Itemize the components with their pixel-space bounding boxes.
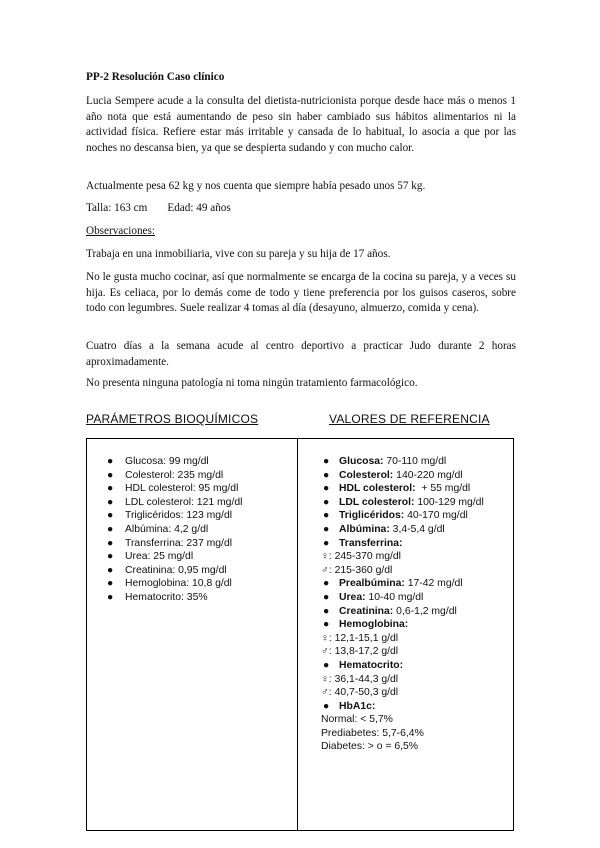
ref-hba1c-prediabetes: Prediabetes: 5,7-6,4%: [321, 727, 424, 739]
bullet-icon: ●: [107, 564, 114, 576]
ref-ldl: ● LDL colesterol: 100-129 mg/dl: [323, 496, 484, 508]
bullet-icon: ●: [107, 591, 114, 603]
bullet-icon: ●: [323, 578, 330, 590]
ref-hemoglobina: ● Hemoglobina:: [323, 619, 409, 631]
bullet-icon: ●: [323, 537, 330, 549]
case-paragraph-5: Cuatro días a la semana acude al centro deportivo a practicar Judo durante 2 horas aproximadamente.: [86, 340, 516, 368]
list-item: ● Creatinina: 0,95 mg/dl: [107, 564, 227, 576]
bullet-icon: ●: [323, 591, 330, 603]
referencia-header: VALORES DE REFERENCIA: [329, 412, 490, 426]
bullet-icon: ●: [107, 456, 114, 467]
ref-transferrina-female: ♀: 245-370 mg/dl: [321, 551, 401, 563]
case-paragraph-1: Lucia Sempere acude a la consulta del dietista-nutricionista porque desde hace más o menos 1 año nota que está aumentando de peso sin haber cambiado sus hábitos alimentarios ni la actividad física. Refiere estar más irritable y cansada de lo habitual, lo asocia a que por las noches no descansa bien, ya que se despierta sudando y con mucho calor.: [86, 95, 516, 154]
bullet-icon: ●: [107, 496, 114, 508]
ref-creatinina: ● Creatinina: 0,6-1,2 mg/dl: [323, 605, 457, 617]
ref-transferrina: ● Transferrina:: [323, 537, 403, 549]
ref-hdl: ● HDL colesterol: + 55 mg/dl: [323, 483, 471, 495]
edad-text: Edad: 49 años: [167, 202, 231, 214]
list-item: ● Hemoglobina: 10,8 g/dl: [107, 578, 232, 590]
bullet-icon: ●: [107, 469, 114, 481]
bullet-icon: ●: [323, 496, 330, 508]
ref-colesterol: ● Colesterol: 140-220 mg/dl: [323, 469, 463, 481]
list-item: ● Urea: 25 mg/dl: [107, 551, 194, 563]
list-item: ● Glucosa: 99 mg/dl: [107, 456, 209, 467]
talla-text: Talla: 163 cm: [86, 202, 148, 214]
ref-hba1c-normal: Normal: < 5,7%: [321, 714, 393, 726]
list-item: ● Colesterol: 235 mg/dl: [107, 469, 224, 481]
bullet-icon: ●: [323, 456, 330, 467]
ref-transferrina-male: ♂: 215-360 g/dl: [321, 564, 393, 576]
bullet-icon: ●: [323, 483, 330, 495]
parametros-header: PARÁMETROS BIOQUÍMICOS: [86, 412, 259, 426]
ref-hematocrito-male: ♂: 40,7-50,3 g/dl: [321, 687, 399, 699]
list-item: ● LDL colesterol: 121 mg/dl: [107, 496, 243, 508]
bullet-icon: ●: [107, 523, 114, 535]
list-item: ● Albúmina: 4,2 g/dl: [107, 523, 209, 535]
bullet-icon: ●: [323, 619, 330, 631]
list-item: ● Hematocrito: 35%: [107, 591, 208, 603]
height-age-line: [86, 201, 516, 217]
case-paragraph-6: No presenta ninguna patología ni toma ningún tratamiento farmacológico.: [86, 377, 418, 389]
list-item: ● HDL colesterol: 95 mg/dl: [107, 483, 239, 495]
ref-trigliceridos: ● Triglicéridos: 40-170 mg/dl: [323, 510, 468, 522]
bullet-icon: ●: [323, 659, 330, 671]
ref-hematocrito-female: ♀: 36,1-44,3 g/dl: [321, 673, 399, 685]
parametros-list: [107, 455, 242, 605]
table-divider: [297, 439, 298, 830]
ref-hemoglobina-male: ♂: 13,8-17,2 g/dl: [321, 646, 399, 658]
bullet-icon: ●: [107, 578, 114, 590]
list-item: ● Transferrina: 237 mg/dl: [107, 537, 233, 549]
bullet-icon: ●: [323, 605, 330, 617]
bullet-icon: ●: [323, 469, 330, 481]
case-paragraph-weight: Actualmente pesa 62 kg y nos cuenta que siempre había pesado unos 57 kg.: [86, 180, 426, 192]
ref-urea: ● Urea: 10-40 mg/dl: [323, 591, 424, 603]
ref-hba1c: ● HbA1c:: [323, 700, 376, 712]
bullet-icon: ●: [107, 537, 114, 549]
bullet-icon: ●: [323, 510, 330, 522]
document-title: PP-2 Resolución Caso clínico: [86, 71, 225, 83]
ref-hematocrito: ● Hematocrito:: [323, 659, 404, 671]
bullet-icon: ●: [107, 551, 114, 563]
referencia-list: [321, 455, 484, 754]
biochem-table: [86, 438, 514, 831]
bullet-icon: ●: [323, 700, 330, 712]
ref-hba1c-diabetes: Diabetes: > o = 6,5%: [321, 741, 419, 753]
bullet-icon: ●: [323, 523, 330, 535]
ref-glucosa: ● Glucosa: 70-110 mg/dl: [323, 456, 447, 467]
ref-prealbumina: ● Prealbúmina: 17-42 mg/dl: [323, 578, 463, 590]
case-paragraph-3: Trabaja en una inmobiliaria, vive con su pareja y su hija de 17 años.: [86, 248, 391, 260]
list-item: ● Triglicéridos: 123 mg/dl: [107, 510, 233, 522]
ref-hemoglobina-female: ♀: 12,1-15,1 g/dl: [321, 632, 399, 644]
case-paragraph-4: No le gusta mucho cocinar, así que normalmente se encarga de la cocina su pareja, y a veces su hija. Es celiaca, por lo demás come de todo y tiene preferencia por los guisos caseros, sobre todo con legumbres. Suele realizar 4 tomas al día (desayuno, almuerzo, comida y cena).: [86, 271, 516, 315]
bullet-icon: ●: [107, 483, 114, 495]
ref-albumina: ● Albúmina: 3,4-5,4 g/dl: [323, 523, 445, 535]
bullet-icon: ●: [107, 510, 114, 522]
observaciones-heading: Observaciones:: [86, 225, 155, 237]
